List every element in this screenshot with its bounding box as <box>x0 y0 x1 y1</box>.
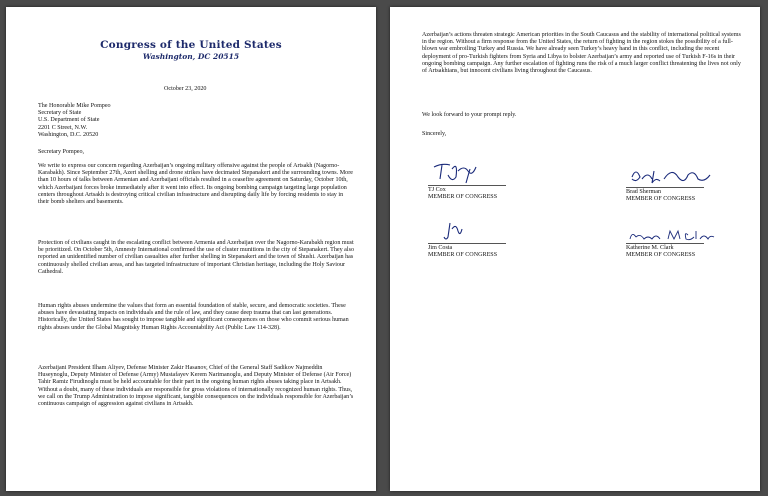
body-paragraph: We write to express our concern regarding Azerbaijan’s ongoing military offensive against the people of Artsakh (Nagorno-Karabakh). Since September 27th, Azeri shelling and drone strikes have decimated Stepanakert and the surrounding towns. More than 10 hours of talks between Armenian and Azerbaijani officials resulted in a ceasefire agreement on Saturday, October 10th, which Azerbaijani forces broke immediately after it went into effect. Its ongoing bombing campaign targeting large population centers throughout Artsakh is destroying critical civilian infrastructure and disrupting daily life by forcing residents to stay in their bomb shelters and basements. <box>38 163 353 206</box>
signer-name: TJ Cox <box>428 187 446 193</box>
letter-page-2 <box>390 7 760 491</box>
address-line: The Honorable Mike Pompeo <box>38 103 111 109</box>
signature-block-sherman <box>626 165 716 204</box>
signer-title: MEMBER OF CONGRESS <box>626 252 696 259</box>
signature-block-clark <box>626 227 716 260</box>
address-line: U.S. Department of State <box>38 117 100 124</box>
signature-block-cox <box>428 157 508 202</box>
recipient-address <box>38 103 238 139</box>
body-paragraph: Azerbaijan’s actions threaten strategic American priorities in the South Caucasus and the stability of international political systems in the region. Without a firm response from the United States, the return of fighting in the region stokes the possibility of a full-blown war embroiling Turkey and Russia. We have already seen Turkey’s heavy hand in this conflict, including the recent deployment of pro-Turkish fighters from Syria and Libya to bolster Azerbaijan’s army and reported use of Turkish F-16s in their ongoing bombing campaign. Any further escalation of fighting runs the risk of a much larger conflict threatening the lives not only of Artsakhians, but innocent civilians living throughout the Caucasus. <box>422 32 741 75</box>
body-paragraph: Protection of civilians caught in the escalating conflict between Armenia and Azerbaijan over the Nagorno-Karabakh region must be prioritized. On October 5th, Amnesty International confirmed the use of cluster munitions in the city of Stepanakert. They also reported an unidentified number of civilian casualties after further shelling in Stepanakert and the town of Shushi. Azerbaijan has continuously shelled civilian areas, and has targeted infrastructure of important Christian heritage, including the Holy Saviour Cathedral. <box>38 240 355 275</box>
signer-name: Katherine M. Clark <box>626 245 674 251</box>
signer-title: MEMBER OF CONGRESS <box>428 194 498 201</box>
salutation: Secretary Pompeo, <box>38 149 85 155</box>
body-paragraph: Azerbaijani President Ilham Aliyev, Defense Minister Zakir Hasanov, Chief of the General Staff Sadikov Najmeddin Huseynoglu, Deputy Minister of Defense (Army) Mustafayev Kerem Narimanoglu, and Deputy Minister of Defense (Air Force) Tahir Ramiz Firudinoglu must be held accountable for their part in the ongoing human rights abuses taking place in Artsakh. Without a doubt, many of these individuals are responsible for gross violations of internationally recognized human rights. Thus, we call on the Trump Administration to impose significant, tangible consequences on the individuals responsible for Azerbaijan’s continuous campaign of aggression against civilians in Artsakh. <box>38 365 354 408</box>
signature-costa <box>428 219 508 243</box>
address-line: 2201 C Street, N.W. <box>38 124 88 131</box>
signer-name: Jim Costa <box>428 245 453 251</box>
closing: Sincerely, <box>422 131 447 137</box>
signature-clark <box>626 227 716 243</box>
address-line: Secretary of State <box>38 110 82 117</box>
signer-title: MEMBER OF CONGRESS <box>626 196 696 203</box>
body-paragraph: We look forward to your prompt reply. <box>422 112 517 118</box>
letter-page-1 <box>6 7 376 491</box>
signature-cox <box>428 157 508 185</box>
letterhead-subtitle: Washington, DC 20515 <box>142 52 240 61</box>
body-paragraph: Human rights abuses undermine the values that form an essential foundation of stable, secure, and democratic societies. These abuses have devastating impacts on individuals and the rule of law, and they cause deep trauma that can last generations. Historically, the United States has sought to impose tangible and significant consequences on those who commit serious human rights abuses under the Global Magnitsky Human Rights Accountability Act (Public Law 114-328). <box>38 303 349 331</box>
address-line: Washington, D.C. 20520 <box>38 131 99 138</box>
signature-block-costa <box>428 219 508 260</box>
signer-name: Brad Sherman <box>626 189 662 195</box>
letter-date: October 23, 2020 <box>164 86 207 92</box>
letterhead-title: Congress of the United States <box>100 39 282 51</box>
signature-sherman <box>626 165 716 187</box>
signer-title: MEMBER OF CONGRESS <box>428 252 498 259</box>
